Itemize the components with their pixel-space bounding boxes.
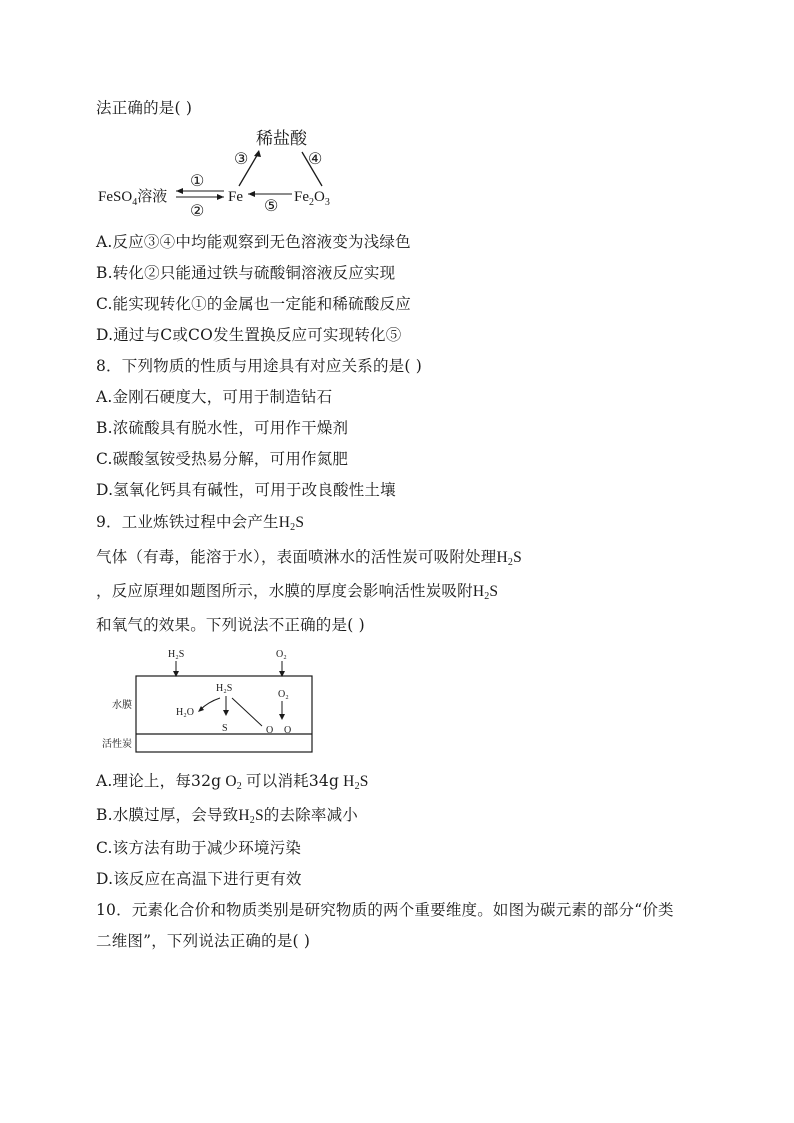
q9-option-b: B.水膜过厚，会导致$H_2S$的去除率减小	[96, 806, 358, 826]
q9-h2o: H₂O	[176, 707, 194, 718]
q9-s: S	[222, 723, 228, 734]
q8-option-a: A.金刚石硬度大，可用于制造钻石	[96, 388, 333, 406]
q7-top-label: 稀盐酸	[256, 129, 307, 148]
q7-option-c: C.能实现转化①的金属也一定能和稀硫酸反应	[96, 295, 411, 313]
q9-top-h2s: H₂S	[168, 649, 185, 660]
q9-top-o2: O₂	[276, 649, 287, 660]
q7-option-b: B.转化②只能通过铁与硫酸铜溶液反应实现	[96, 264, 396, 282]
q9-option-c: C.该方法有助于减少环境污染	[96, 839, 302, 857]
q7-option-a: A.反应③④中均能观察到无色溶液变为浅绿色	[96, 233, 411, 251]
q7-fe2o3: $Fe_2O_3$	[294, 189, 330, 208]
q7-option-d: D.通过与C或CO发生置换反应可实现转化⑤	[96, 326, 402, 344]
q7-feso4: FeSO$_4$溶液	[98, 187, 168, 208]
q9-layer-activated-carbon: 活性炭	[102, 739, 132, 750]
q8-option-b: B.浓硫酸具有脱水性，可用作干燥剂	[96, 419, 349, 437]
q9-stem-line3: ，反应原理如题图所示，水膜的厚度会影响活性炭吸附$H_2S$	[96, 582, 499, 602]
q8-option-c: C.碳酸氢铵受热易分解，可用作氮肥	[96, 450, 349, 468]
q9-inner-h2s: H₂S	[216, 683, 233, 694]
q9-stem-line1: 9．工业炼铁过程中会产生$H_2S$	[96, 513, 305, 533]
q7-label-5: ⑤	[264, 198, 279, 215]
q7-stem-tail: 法正确的是( )	[96, 99, 193, 117]
q8-option-d: D.氢氧化钙具有碱性，可用于改良酸性土壤	[96, 481, 396, 499]
q9-layer-water-film: 水膜	[112, 700, 132, 711]
q9-o-atom-1: O	[266, 725, 274, 736]
q7-label-2: ②	[190, 203, 205, 220]
q9-option-d: D.该反应在高温下进行更有效	[96, 870, 302, 888]
q9-water-film-diagram	[100, 644, 322, 756]
q9-o-atom-2: O	[284, 725, 292, 736]
q8-stem: 8．下列物质的性质与用途具有对应关系的是( )	[96, 357, 422, 375]
q9-option-a: A.理论上，每32g $O_2$ 可以消耗34g $H_2S$	[96, 772, 369, 792]
q7-label-3: ③	[234, 151, 249, 168]
q9-stem-line2: 气体（有毒，能溶于水），表面喷淋水的活性炭可吸附处理$H_2S$	[96, 548, 522, 568]
q7-iron-conversion-diagram	[96, 124, 366, 220]
q10-stem-line2: 二维图”，下列说法正确的是( )	[96, 932, 311, 950]
q9-stem-line4: 和氧气的效果。下列说法不正确的是( )	[96, 616, 365, 634]
q10-stem-line1: 10．元素化合价和物质类别是研究物质的两个重要维度。如图为碳元素的部分“价类	[96, 901, 674, 919]
q7-fe: Fe	[228, 189, 243, 205]
q9-inner-o2: O₂	[278, 689, 289, 700]
q7-label-4: ④	[308, 151, 323, 168]
q7-label-1: ①	[190, 173, 205, 190]
